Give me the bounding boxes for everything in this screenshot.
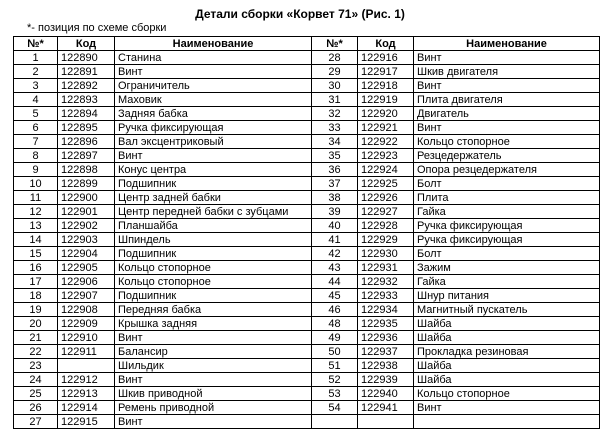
cell-num-right: 45 — [312, 289, 358, 303]
cell-num-right: 35 — [312, 149, 358, 163]
table-row — [14, 163, 600, 177]
cell-code-left: 122912 — [58, 373, 115, 387]
cell-name-left: Шкив приводной — [115, 387, 312, 401]
table-row — [14, 121, 600, 135]
cell-num-left: 9 — [14, 163, 58, 177]
cell-name-left: Крышка задняя — [115, 317, 312, 331]
cell-num-right: 50 — [312, 345, 358, 359]
cell-code-right: 122931 — [358, 261, 414, 275]
cell-code-right: 122929 — [358, 233, 414, 247]
cell-code-left: 122898 — [58, 163, 115, 177]
cell-name-right: Гайка — [414, 275, 600, 289]
cell-num-left: 7 — [14, 135, 58, 149]
cell-num-left: 19 — [14, 303, 58, 317]
cell-name-left: Задняя бабка — [115, 107, 312, 121]
cell-name-right: Двигатель — [414, 107, 600, 121]
table-row — [14, 135, 600, 149]
cell-name-left: Винт — [115, 373, 312, 387]
table-row — [14, 303, 600, 317]
cell-name-right: Плита — [414, 191, 600, 205]
cell-name-right: Прокладка резиновая — [414, 345, 600, 359]
cell-name-right: Винт — [414, 79, 600, 93]
cell-code-left: 122893 — [58, 93, 115, 107]
cell-code-left: 122895 — [58, 121, 115, 135]
cell-name-right: Шайба — [414, 317, 600, 331]
cell-name-right: Кольцо стопорное — [414, 387, 600, 401]
cell-code-right: 122922 — [358, 135, 414, 149]
cell-name-left: Станина — [115, 51, 312, 65]
cell-num-right: 51 — [312, 359, 358, 373]
header-num-left: №* — [14, 37, 58, 51]
cell-num-left: 26 — [14, 401, 58, 415]
cell-name-right: Магнитный пускатель — [414, 303, 600, 317]
cell-code-right: 122921 — [358, 121, 414, 135]
cell-num-left: 14 — [14, 233, 58, 247]
cell-code-left: 122905 — [58, 261, 115, 275]
cell-name-left: Кольцо стопорное — [115, 275, 312, 289]
cell-code-right — [358, 415, 414, 429]
cell-num-left: 6 — [14, 121, 58, 135]
cell-name-left: Подшипник — [115, 289, 312, 303]
cell-name-left: Подшипник — [115, 247, 312, 261]
table-row — [14, 219, 600, 233]
header-code-left: Код — [58, 37, 115, 51]
cell-code-right: 122916 — [358, 51, 414, 65]
cell-code-right: 122938 — [358, 359, 414, 373]
cell-num-left: 4 — [14, 93, 58, 107]
table-row — [14, 65, 600, 79]
cell-name-left: Конус центра — [115, 163, 312, 177]
cell-code-left: 122906 — [58, 275, 115, 289]
cell-name-right: Плита двигателя — [414, 93, 600, 107]
cell-code-right: 122939 — [358, 373, 414, 387]
table-row — [14, 247, 600, 261]
cell-name-right: Ручка фиксирующая — [414, 233, 600, 247]
cell-name-right: Шайба — [414, 331, 600, 345]
cell-name-right: Шнур питания — [414, 289, 600, 303]
cell-code-left: 122915 — [58, 415, 115, 429]
cell-num-right: 54 — [312, 401, 358, 415]
cell-name-left: Шпиндель — [115, 233, 312, 247]
cell-num-left: 17 — [14, 275, 58, 289]
table-row — [14, 345, 600, 359]
cell-name-right: Опора резцедержателя — [414, 163, 600, 177]
cell-num-left: 1 — [14, 51, 58, 65]
cell-num-right: 39 — [312, 205, 358, 219]
cell-name-left: Вал эксцентриковый — [115, 135, 312, 149]
header-name-left: Наименование — [115, 37, 312, 51]
cell-code-right: 122935 — [358, 317, 414, 331]
cell-num-left: 24 — [14, 373, 58, 387]
cell-code-right: 122924 — [358, 163, 414, 177]
cell-num-left: 10 — [14, 177, 58, 191]
cell-name-left: Винт — [115, 331, 312, 345]
cell-name-right: Зажим — [414, 261, 600, 275]
cell-num-right: 53 — [312, 387, 358, 401]
cell-code-left: 122904 — [58, 247, 115, 261]
cell-code-left — [58, 359, 115, 373]
table-row — [14, 107, 600, 121]
cell-num-right: 40 — [312, 219, 358, 233]
table-row — [14, 415, 600, 429]
cell-code-left: 122890 — [58, 51, 115, 65]
parts-table-body — [14, 51, 600, 429]
cell-num-right: 34 — [312, 135, 358, 149]
cell-num-right: 49 — [312, 331, 358, 345]
parts-table — [13, 36, 600, 429]
cell-name-left: Шильдик — [115, 359, 312, 373]
cell-code-right: 122941 — [358, 401, 414, 415]
cell-num-right: 48 — [312, 317, 358, 331]
cell-code-left: 122896 — [58, 135, 115, 149]
cell-name-right: Винт — [414, 121, 600, 135]
cell-num-left: 23 — [14, 359, 58, 373]
table-header-row — [14, 37, 600, 51]
cell-num-left: 5 — [14, 107, 58, 121]
cell-num-left: 22 — [14, 345, 58, 359]
cell-code-left: 122913 — [58, 387, 115, 401]
table-row — [14, 51, 600, 65]
cell-code-left: 122894 — [58, 107, 115, 121]
cell-num-right: 32 — [312, 107, 358, 121]
cell-num-right: 31 — [312, 93, 358, 107]
cell-num-right: 52 — [312, 373, 358, 387]
cell-name-left: Винт — [115, 65, 312, 79]
cell-code-left: 122903 — [58, 233, 115, 247]
cell-num-right: 42 — [312, 247, 358, 261]
table-row — [14, 177, 600, 191]
cell-num-left: 3 — [14, 79, 58, 93]
cell-code-left: 122909 — [58, 317, 115, 331]
cell-name-right: Болт — [414, 177, 600, 191]
cell-code-right: 122927 — [358, 205, 414, 219]
cell-code-left: 122914 — [58, 401, 115, 415]
cell-name-right: Шкив двигателя — [414, 65, 600, 79]
cell-name-left: Ручка фиксирующая — [115, 121, 312, 135]
cell-num-right — [312, 415, 358, 429]
cell-code-right: 122918 — [358, 79, 414, 93]
cell-num-right: 38 — [312, 191, 358, 205]
cell-name-right: Гайка — [414, 205, 600, 219]
cell-code-right: 122932 — [358, 275, 414, 289]
table-row — [14, 79, 600, 93]
table-row — [14, 317, 600, 331]
cell-name-left: Передняя бабка — [115, 303, 312, 317]
cell-name-left: Центр задней бабки — [115, 191, 312, 205]
cell-name-left: Подшипник — [115, 177, 312, 191]
cell-code-left: 122899 — [58, 177, 115, 191]
table-row — [14, 401, 600, 415]
cell-name-left: Балансир — [115, 345, 312, 359]
cell-code-left: 122907 — [58, 289, 115, 303]
cell-num-right: 46 — [312, 303, 358, 317]
cell-num-left: 20 — [14, 317, 58, 331]
cell-num-left: 12 — [14, 205, 58, 219]
cell-name-right: Резцедержатель — [414, 149, 600, 163]
cell-code-left: 122910 — [58, 331, 115, 345]
cell-name-left: Ограничитель — [115, 79, 312, 93]
cell-name-left: Винт — [115, 149, 312, 163]
cell-code-left: 122900 — [58, 191, 115, 205]
cell-name-left: Кольцо стопорное — [115, 261, 312, 275]
cell-num-right: 44 — [312, 275, 358, 289]
table-row — [14, 373, 600, 387]
table-row — [14, 233, 600, 247]
cell-num-left: 8 — [14, 149, 58, 163]
header-name-right: Наименование — [414, 37, 600, 51]
cell-code-right: 122925 — [358, 177, 414, 191]
cell-code-right: 122926 — [358, 191, 414, 205]
table-row — [14, 289, 600, 303]
cell-num-right: 29 — [312, 65, 358, 79]
cell-name-right: Винт — [414, 51, 600, 65]
cell-code-left: 122901 — [58, 205, 115, 219]
cell-name-right: Винт — [414, 401, 600, 415]
cell-code-left: 122908 — [58, 303, 115, 317]
cell-name-right: Шайба — [414, 373, 600, 387]
cell-code-right: 122919 — [358, 93, 414, 107]
header-code-right: Код — [358, 37, 414, 51]
cell-num-left: 2 — [14, 65, 58, 79]
cell-num-right: 33 — [312, 121, 358, 135]
cell-num-left: 11 — [14, 191, 58, 205]
cell-code-right: 122934 — [358, 303, 414, 317]
cell-num-right: 30 — [312, 79, 358, 93]
cell-code-left: 122892 — [58, 79, 115, 93]
cell-name-left: Планшайба — [115, 219, 312, 233]
table-row — [14, 191, 600, 205]
cell-num-left: 21 — [14, 331, 58, 345]
cell-code-right: 122928 — [358, 219, 414, 233]
cell-code-left: 122891 — [58, 65, 115, 79]
cell-num-left: 16 — [14, 261, 58, 275]
cell-code-right: 122930 — [358, 247, 414, 261]
cell-code-right: 122923 — [358, 149, 414, 163]
cell-name-right: Болт — [414, 247, 600, 261]
table-row — [14, 331, 600, 345]
position-note: *- позиция по схеме сборки — [27, 22, 167, 34]
cell-code-right: 122920 — [358, 107, 414, 121]
cell-num-left: 27 — [14, 415, 58, 429]
cell-name-right — [414, 415, 600, 429]
cell-num-left: 13 — [14, 219, 58, 233]
table-row — [14, 359, 600, 373]
cell-num-right: 43 — [312, 261, 358, 275]
cell-code-left: 122902 — [58, 219, 115, 233]
cell-code-left: 122897 — [58, 149, 115, 163]
cell-num-left: 15 — [14, 247, 58, 261]
table-row — [14, 205, 600, 219]
table-row — [14, 93, 600, 107]
table-row — [14, 261, 600, 275]
cell-name-right: Шайба — [414, 359, 600, 373]
cell-num-left: 25 — [14, 387, 58, 401]
header-num-right: №* — [312, 37, 358, 51]
table-row — [14, 275, 600, 289]
cell-code-right: 122937 — [358, 345, 414, 359]
cell-name-left: Ремень приводной — [115, 401, 312, 415]
cell-name-left: Маховик — [115, 93, 312, 107]
cell-code-left: 122911 — [58, 345, 115, 359]
cell-name-left: Центр передней бабки с зубцами — [115, 205, 312, 219]
cell-name-left: Винт — [115, 415, 312, 429]
cell-num-left: 18 — [14, 289, 58, 303]
cell-code-right: 122917 — [358, 65, 414, 79]
cell-num-right: 28 — [312, 51, 358, 65]
cell-num-right: 36 — [312, 163, 358, 177]
table-row — [14, 149, 600, 163]
table-row — [14, 387, 600, 401]
cell-num-right: 37 — [312, 177, 358, 191]
document-title: Детали сборки «Корвет 71» (Рис. 1) — [195, 7, 405, 21]
cell-num-right: 41 — [312, 233, 358, 247]
cell-code-right: 122936 — [358, 331, 414, 345]
cell-name-right: Ручка фиксирующая — [414, 219, 600, 233]
cell-code-right: 122933 — [358, 289, 414, 303]
cell-name-right: Кольцо стопорное — [414, 135, 600, 149]
cell-code-right: 122940 — [358, 387, 414, 401]
